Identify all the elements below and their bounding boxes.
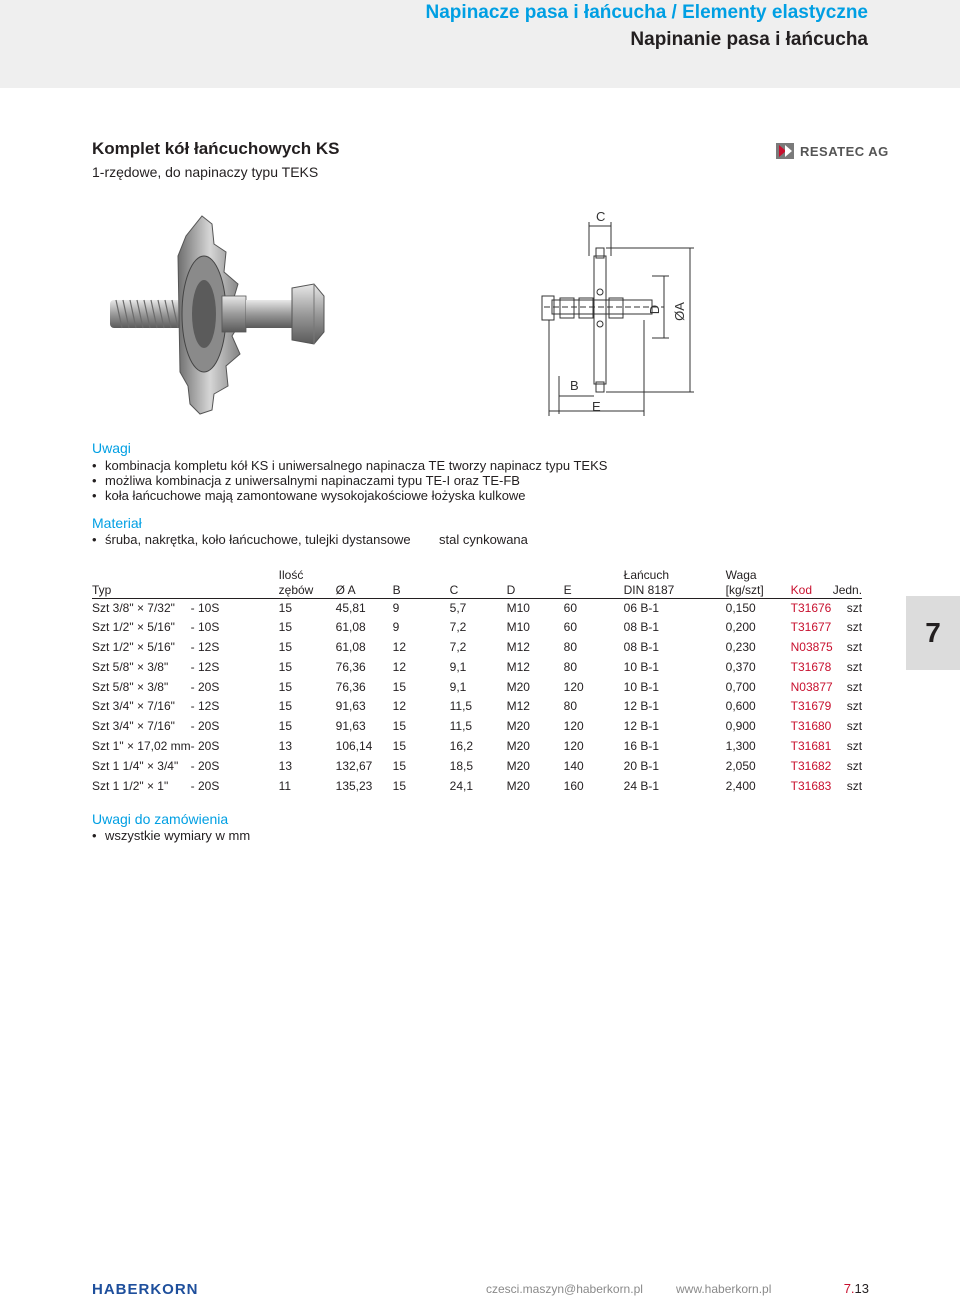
dimension-e-label: E: [592, 399, 601, 414]
material-heading: Materiał: [92, 515, 142, 531]
page-title: Napinanie pasa i łańcucha: [630, 29, 868, 50]
cell-typ: Szt 3/4" × 7/16": [92, 719, 175, 734]
chapter-tab[interactable]: 7: [906, 596, 960, 670]
cell-waga: 2,400: [725, 778, 756, 793]
table-row: [92, 678, 862, 698]
cell-a: 61,08: [335, 640, 366, 655]
cell-zeby: 15: [278, 699, 292, 714]
cell-jedn: szt: [846, 758, 863, 773]
table-row: [92, 618, 862, 638]
cell-kod: T31678: [790, 659, 832, 674]
cell-a: 76,36: [335, 659, 366, 674]
cell-b: 9: [392, 620, 400, 635]
cell-var: - 12S: [190, 640, 220, 655]
cell-typ: Szt 3/4" × 7/16": [92, 699, 175, 714]
cell-typ: Szt 3/8" × 7/32": [92, 600, 175, 615]
cell-c: 9,1: [449, 659, 467, 674]
cell-var: - 20S: [190, 719, 220, 734]
cell-zeby: 15: [278, 679, 292, 694]
cell-waga: 0,600: [725, 699, 756, 714]
cell-b: 15: [392, 739, 406, 754]
cell-b: 12: [392, 659, 406, 674]
cell-kod: N03875: [790, 640, 833, 655]
cell-jedn: szt: [846, 679, 863, 694]
cell-c: 9,1: [449, 679, 467, 694]
cell-jedn: szt: [846, 620, 863, 635]
cell-a: 135,23: [335, 778, 373, 793]
brand-name: RESATEC AG: [800, 143, 889, 159]
cell-var: - 12S: [190, 659, 220, 674]
cell-kod: T31679: [790, 699, 832, 714]
cell-var: - 10S: [190, 620, 220, 635]
category-title: Napinacze pasa i łańcucha / Elementy elastyczne: [425, 2, 868, 23]
table-row: [92, 598, 862, 618]
cell-var: - 12S: [190, 699, 220, 714]
cell-jedn: szt: [846, 640, 863, 655]
cell-typ: Szt 1/2" × 5/16": [92, 620, 175, 635]
col-d: D: [506, 582, 516, 597]
footer-email-link[interactable]: czesci.maszyn@haberkorn.pl: [486, 1282, 643, 1296]
cell-a: 132,67: [335, 758, 373, 773]
cell-jedn: szt: [846, 719, 863, 734]
cell-d: M12: [506, 699, 530, 714]
cell-typ: Szt 5/8" × 3/8": [92, 659, 169, 674]
material-item: • śruba, nakrętka, koło łańcuchowe, tulejki dystansowe: [92, 532, 411, 547]
note-item: • kombinacja kompletu kół KS i uniwersalnego napinacza TE tworzy napinacz typu TEKS: [92, 458, 607, 473]
cell-e: 80: [563, 640, 577, 655]
cell-jedn: szt: [846, 600, 863, 615]
cell-d: M12: [506, 640, 530, 655]
cell-a: 45,81: [335, 600, 366, 615]
cell-typ: Szt 1" × 17,02 mm: [92, 739, 191, 754]
page-number: 7.13: [843, 1281, 869, 1296]
cell-typ: Szt 1 1/4" × 3/4": [92, 758, 179, 773]
notes-heading: Uwagi: [92, 440, 131, 456]
cell-lancuch: 12 B-1: [623, 699, 659, 714]
cell-lancuch: 20 B-1: [623, 758, 659, 773]
cell-e: 160: [563, 778, 584, 793]
cell-kod: T31682: [790, 758, 832, 773]
cell-waga: 0,150: [725, 600, 756, 615]
cell-lancuch: 24 B-1: [623, 778, 659, 793]
cell-e: 80: [563, 659, 577, 674]
cell-c: 16,2: [449, 739, 473, 754]
cell-d: M20: [506, 739, 530, 754]
col-jedn: Jedn.: [832, 582, 863, 597]
col-typ: Typ: [92, 582, 112, 597]
cell-kod: T31677: [790, 620, 832, 635]
order-notes-heading: Uwagi do zamówienia: [92, 811, 229, 827]
cell-c: 24,1: [449, 778, 473, 793]
brand-arrow-icon: [776, 143, 794, 159]
cell-zeby: 15: [278, 600, 292, 615]
order-note-item: • wszystkie wymiary w mm: [92, 828, 250, 843]
cell-e: 120: [563, 739, 584, 754]
cell-a: 91,63: [335, 719, 366, 734]
specification-table: [92, 565, 862, 796]
cell-zeby: 15: [278, 620, 292, 635]
cell-jedn: szt: [846, 778, 863, 793]
dimension-b-label: B: [570, 378, 579, 393]
cell-waga: 0,230: [725, 640, 756, 655]
col-b: B: [392, 582, 401, 597]
cell-lancuch: 08 B-1: [623, 640, 659, 655]
cell-lancuch: 10 B-1: [623, 659, 659, 674]
dimension-d-label: D: [647, 304, 663, 315]
dimension-c-label: C: [596, 209, 606, 224]
cell-kod: N03877: [790, 679, 833, 694]
footer-website-link[interactable]: www.haberkorn.pl: [676, 1282, 772, 1296]
cell-kod: T31683: [790, 778, 832, 793]
cell-waga: 0,900: [725, 719, 756, 734]
cell-lancuch: 16 B-1: [623, 739, 659, 754]
cell-b: 15: [392, 778, 406, 793]
cell-waga: 2,050: [725, 758, 756, 773]
cell-waga: 0,200: [725, 620, 756, 635]
table-row: [92, 777, 862, 797]
cell-lancuch: 08 B-1: [623, 620, 659, 635]
cell-kod: T31681: [790, 739, 832, 754]
cell-typ: Szt 1 1/2" × 1": [92, 778, 169, 793]
cell-jedn: szt: [846, 739, 863, 754]
cell-b: 15: [392, 679, 406, 694]
table-row: [92, 757, 862, 777]
cell-b: 15: [392, 719, 406, 734]
col-c: C: [449, 582, 459, 597]
manufacturer-logo: [776, 143, 889, 159]
table-header-row: [92, 565, 862, 598]
header-bar: [0, 0, 960, 88]
dimension-a-label: ØA: [671, 302, 687, 321]
table-row: [92, 737, 862, 757]
table-row: [92, 717, 862, 737]
material-value: stal cynkowana: [439, 532, 528, 547]
cell-zeby: 15: [278, 640, 292, 655]
cell-kod: T31676: [790, 600, 832, 615]
table-row: [92, 697, 862, 717]
cell-c: 11,5: [449, 699, 473, 714]
cell-var: - 20S: [190, 679, 220, 694]
cell-var: - 20S: [190, 758, 220, 773]
cell-a: 106,14: [335, 739, 373, 754]
cell-zeby: 11: [278, 778, 292, 793]
product-photo: [92, 196, 476, 430]
cell-var: - 10S: [190, 600, 220, 615]
cell-a: 61,08: [335, 620, 366, 635]
cell-a: 91,63: [335, 699, 366, 714]
product-subtitle: 1-rzędowe, do napinaczy typu TEKS: [92, 164, 319, 180]
table-row: [92, 658, 862, 678]
cell-d: M20: [506, 679, 530, 694]
cell-b: 12: [392, 699, 406, 714]
cell-var: - 20S: [190, 778, 220, 793]
cell-d: M20: [506, 719, 530, 734]
cell-c: 7,2: [449, 640, 467, 655]
cell-lancuch: 12 B-1: [623, 719, 659, 734]
cell-d: M10: [506, 600, 530, 615]
cell-d: M20: [506, 778, 530, 793]
cell-e: 120: [563, 679, 584, 694]
cell-d: M20: [506, 758, 530, 773]
cell-e: 60: [563, 600, 577, 615]
cell-c: 7,2: [449, 620, 467, 635]
cell-typ: Szt 1/2" × 5/16": [92, 640, 175, 655]
cell-e: 60: [563, 620, 577, 635]
cell-zeby: 15: [278, 659, 292, 674]
col-zeby: Ilość zębów: [278, 567, 314, 597]
col-waga: Waga [kg/szt]: [725, 567, 764, 597]
cell-d: M12: [506, 659, 530, 674]
col-a: Ø A: [335, 582, 356, 597]
cell-jedn: szt: [846, 659, 863, 674]
cell-e: 120: [563, 719, 584, 734]
cell-lancuch: 06 B-1: [623, 600, 659, 615]
cell-e: 140: [563, 758, 584, 773]
cell-c: 11,5: [449, 719, 473, 734]
technical-drawing: [484, 196, 869, 430]
cell-b: 9: [392, 600, 400, 615]
col-e: E: [563, 582, 572, 597]
cell-typ: Szt 5/8" × 3/8": [92, 679, 169, 694]
table-row: [92, 638, 862, 658]
cell-e: 80: [563, 699, 577, 714]
cell-c: 18,5: [449, 758, 473, 773]
cell-waga: 1,300: [725, 739, 756, 754]
footer-logo: HABERKORN: [92, 1281, 199, 1298]
cell-c: 5,7: [449, 600, 467, 615]
cell-b: 12: [392, 640, 406, 655]
cell-zeby: 15: [278, 719, 292, 734]
col-lancuch: Łańcuch DIN 8187: [623, 567, 675, 597]
cell-b: 15: [392, 758, 406, 773]
cell-zeby: 13: [278, 739, 292, 754]
cell-zeby: 13: [278, 758, 292, 773]
col-kod: Kod: [790, 582, 812, 597]
cell-kod: T31680: [790, 719, 832, 734]
cell-a: 76,36: [335, 679, 366, 694]
cell-waga: 0,370: [725, 659, 756, 674]
cell-jedn: szt: [846, 699, 863, 714]
note-item: • możliwa kombinacja z uniwersalnymi napinaczami typu TE-I oraz TE-FB: [92, 473, 520, 488]
product-title: Komplet kół łańcuchowych KS: [92, 139, 340, 158]
cell-d: M10: [506, 620, 530, 635]
cell-var: - 20S: [190, 739, 220, 754]
cell-lancuch: 10 B-1: [623, 679, 659, 694]
cell-waga: 0,700: [725, 679, 756, 694]
note-item: • koła łańcuchowe mają zamontowane wysokojakościowe łożyska kulkowe: [92, 488, 526, 503]
